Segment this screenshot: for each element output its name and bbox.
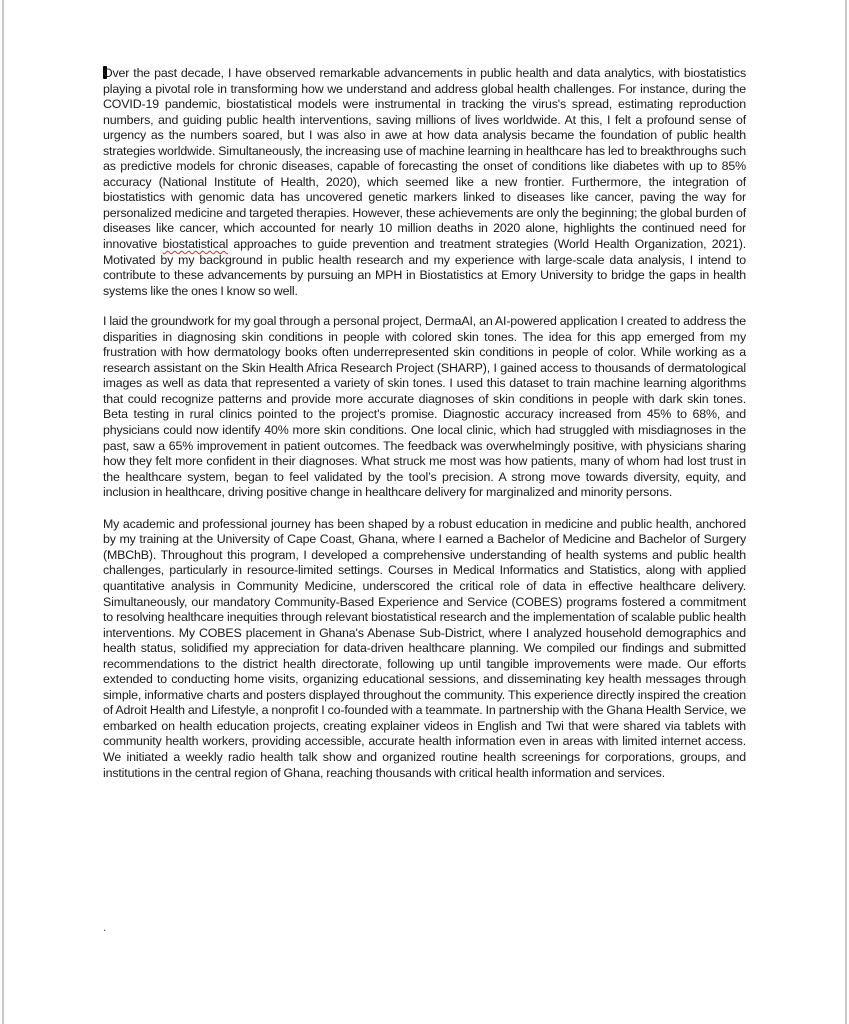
page-left-edge (2, 0, 4, 1024)
paragraph-1[interactable] (103, 66, 746, 299)
page-right-edge (845, 0, 847, 1024)
paragraph-3[interactable]: My academic and professional journey has been shaped by a robust education in medicine and public health, anchored by my training at the University of Cape Coast, Ghana, where I earned a Bachelor of Medicine and Bachelor of Surgery (MBChB). Throughout this program, I developed a comprehensive understanding of health systems and public health challenges, particularly in resource-limited settings. Courses in Medical Informatics and Statistics, along with applied quantitative analysis in Community Medicine, underscored the critical role of data in effective healthcare delivery. Simultaneously, our mandatory Community-Based Experience and Service (COBES) programs fostered a commitment to resolving healthcare inequities through relevant biostatistical research and the implementation of scalable public health interventions. My COBES placement in Ghana's Abenase Sub-District, where I analyzed household demographics and health status, solidified my appreciation for data-driven healthcare planning. We compiled our findings and submitted recommendations to the district health directorate, following up until tangible improvements were made. Our efforts extended to conducting home visits, organizing educational sessions, and disseminating key health messages through simple, informative charts and posters displayed throughout the community. This experience directly inspired the creation of Adroit Health and Lifestyle, a nonprofit I co-founded with a teammate. In partnership with the Ghana Health Service, we embarked on health education projects, creating explainer videos in English and Twi that were shared via tablets with community health workers, providing accessible, accurate health information even in areas with limited internet access. We initiated a weekly radio health talk show and organized routine health screenings for corporations, groups, and institutions in the central region of Ghana, reaching thousands with critical health information and services. (103, 516, 746, 780)
spellcheck-flagged-word[interactable]: biostatistical (162, 237, 229, 252)
paragraph-2[interactable]: I laid the groundwork for my goal through a personal project, DermaAI, an AI-powered application I created to address the disparities in diagnosing skin conditions in people with colored skin tones. The idea for this app emerged from my frustration with how dermatology books often underrepresented skin conditions in people of color. While working as a research assistant on the Skin Health Africa Research Project (SHARP), I gained access to thousands of dermatological images as well as data that represented a variety of skin tones. I used this dataset to train machine learning algorithms that could recognize patterns and provide more accurate diagnoses of skin conditions in people with dark skin tones. Beta testing in rural clinics pointed to the project's promise. Diagnostic accuracy increased from 45% to 68%, and physicians could now identify 40% more skin conditions. One local clinic, which had struggled with misdiagnoses in the past, saw a 65% improvement in patient outcomes. The feedback was overwhelmingly positive, with physicians sharing how they felt more confident in their diagnoses. What struck me most was how patients, many of whom had lost trust in the healthcare system, began to feel validated by the tool’s precision. A strong move towards diversity, equity, and inclusion in healthcare, driving positive change in healthcare delivery for marginalized and minority persons. (103, 314, 746, 500)
paragraph-1-text-b: approaches to guide prevention and treatment strategies (World Health Organization, 2021). Motivated by my background in public health research and my experience with large-scale data analysis, I intend to contribute to these advancements by pursuing an MPH in Biostatistics at Emory University to bridge the gaps in health systems like the ones I know so well. (103, 237, 746, 298)
paragraph-1-text-a: Over the past decade, I have observed remarkable advancements in public health and data analytics, with biostatistics playing a pivotal role in transforming how we understand and address global health challenges. For instance, during the COVID-19 pandemic, biostatistical models were instrumental in tracking the virus's spread, estimating reproduction numbers, and guiding public health interventions, saving millions of lives worldwide. At this, I felt a profound sense of urgency as the numbers soared, but I was also in awe at how data analysis became the foundation of public health strategies worldwide. Simultaneously, the increasing use of machine learning in healthcare has led to breakthroughs such as predictive models for chronic diseases, capable of forecasting the onset of conditions like diabetes with up to 85% accuracy (National Institute of Health, 2020), which seemed like a new frontier. Furthermore, the integration of biostatistics with genomic data has uncovered genetic markers linked to diseases like cancer, paving the way for personalized medicine and targeted therapies. However, these achievements are only the beginning; the global burden of diseases like cancer, which accounted for nearly 10 million deaths in 2020 alone, highlights the continued need for innovative (103, 66, 746, 252)
trailing-period: . (103, 920, 107, 934)
document-body[interactable] (103, 66, 746, 795)
